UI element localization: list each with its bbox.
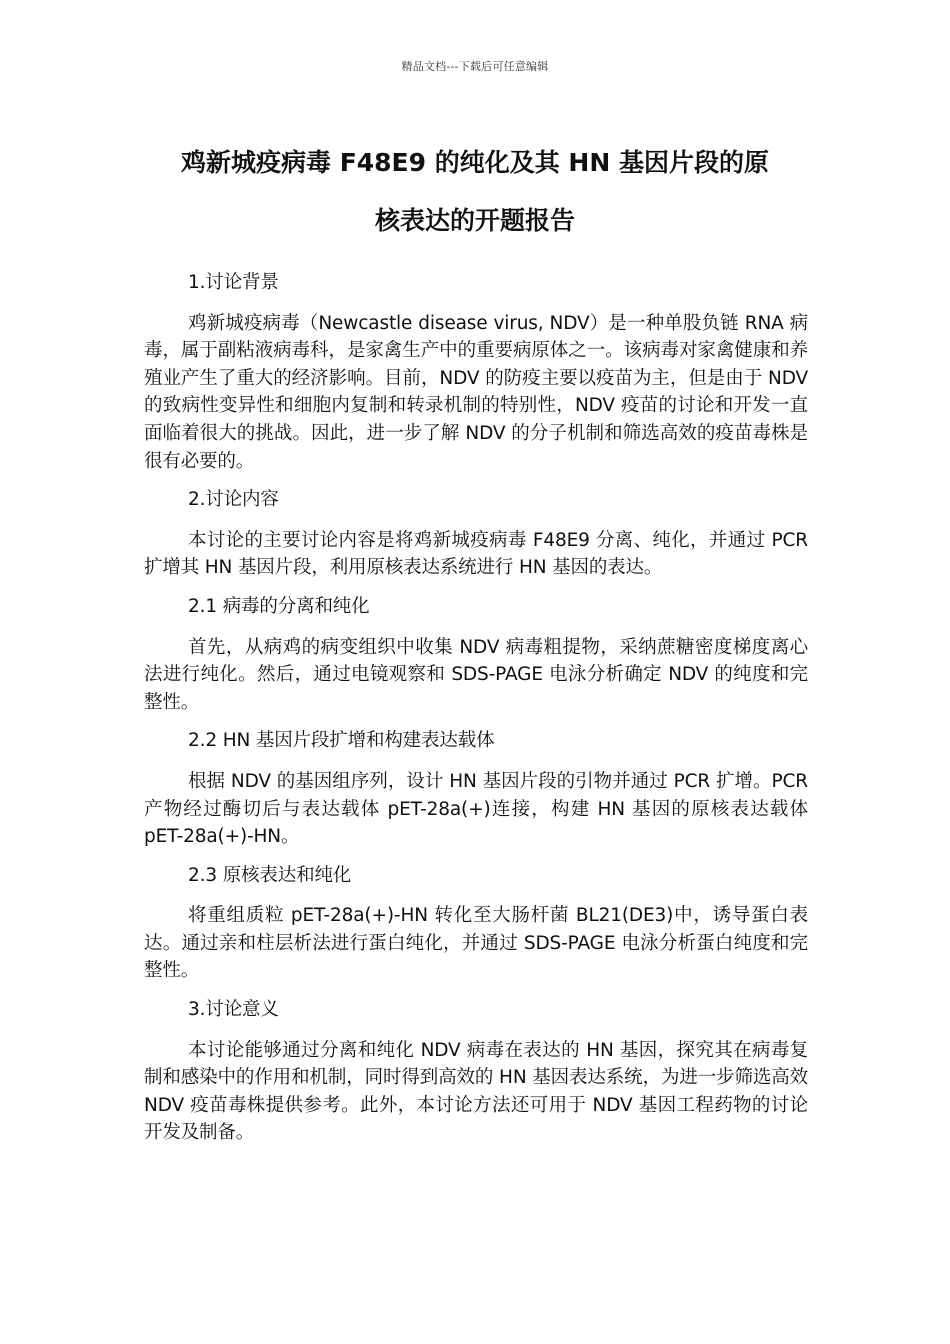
paragraph-background: 鸡新城疫病毒（Newcastle disease virus, NDV）是一种单股负链 RNA 病毒，属于副粘液病毒科，是家禽生产中的重要病原体之一。该病毒对家禽健康和养殖业产生了重大的经济影响。目前，NDV 的防疫主要以疫苗为主，但是由于 NDV 的致病性变异性和细胞内复制和转录机制的特别性，NDV 疫苗的讨论和开发一直面临着很大的挑战。因此，进一步了解 NDV 的分子机制和筛选高效的疫苗毒株是很有必要的。 [144, 312, 808, 472]
section-heading-content: 2.讨论内容 [188, 489, 279, 511]
title-line-1: 鸡新城疫病毒 F48E9 的纯化及其 HN 基因片段的原 [180, 148, 769, 177]
document-body [144, 269, 808, 1158]
subsection-heading-isolation: 2.1 病毒的分离和纯化 [188, 595, 370, 617]
section-heading-background: 1.讨论背景 [188, 272, 279, 293]
document-title [130, 134, 820, 250]
section-heading-significance: 3.讨论意义 [188, 999, 279, 1021]
title-line-2: 核表达的开题报告 [374, 206, 575, 235]
paragraph-content: 本讨论的主要讨论内容是将鸡新城疫病毒 F48E9 分离、纯化，并通过 PCR 扩增其 HN 基因片段，利用原核表达系统进行 HN 基因的表达。 [144, 529, 808, 579]
subsection-heading-expression: 2.3 原核表达和纯化 [188, 864, 352, 886]
paragraph-amplification: 根据 NDV 的基因组序列，设计 HN 基因片段的引物并通过 PCR 扩增。PCR 产物经过酶切后与表达载体 pET-28a(+)连接，构建 HN 基因的原核表达载体 pET-28a(+)-HN。 [144, 770, 808, 848]
paragraph-expression: 将重组质粒 pET-28a(+)-HN 转化至大肠杆菌 BL21(DE3)中，诱导蛋白表达。通过亲和柱层析法进行蛋白纯化，并通过 SDS-PAGE 电泳分析蛋白纯度和完整性。 [144, 905, 808, 982]
header-note: 精品文档---下载后可任意编辑 [401, 60, 549, 73]
paragraph-significance: 本讨论能够通过分离和纯化 NDV 病毒在表达的 HN 基因，探究其在病毒复制和感染中的作用和机制，同时得到高效的 HN 基因表达系统，为进一步筛选高效 NDV 疫苗毒株提供参考。此外，本讨论方法还可用于 NDV 基因工程药物的讨论开发及制备。 [144, 1039, 808, 1144]
paragraph-isolation: 首先，从病鸡的病变组织中收集 NDV 病毒粗提物，采纳蔗糖密度梯度离心法进行纯化。然后，通过电镜观察和 SDS-PAGE 电泳分析确定 NDV 的纯度和完整性。 [144, 636, 808, 713]
subsection-heading-amplification: 2.2 HN 基因片段扩增和构建表达载体 [188, 730, 495, 752]
